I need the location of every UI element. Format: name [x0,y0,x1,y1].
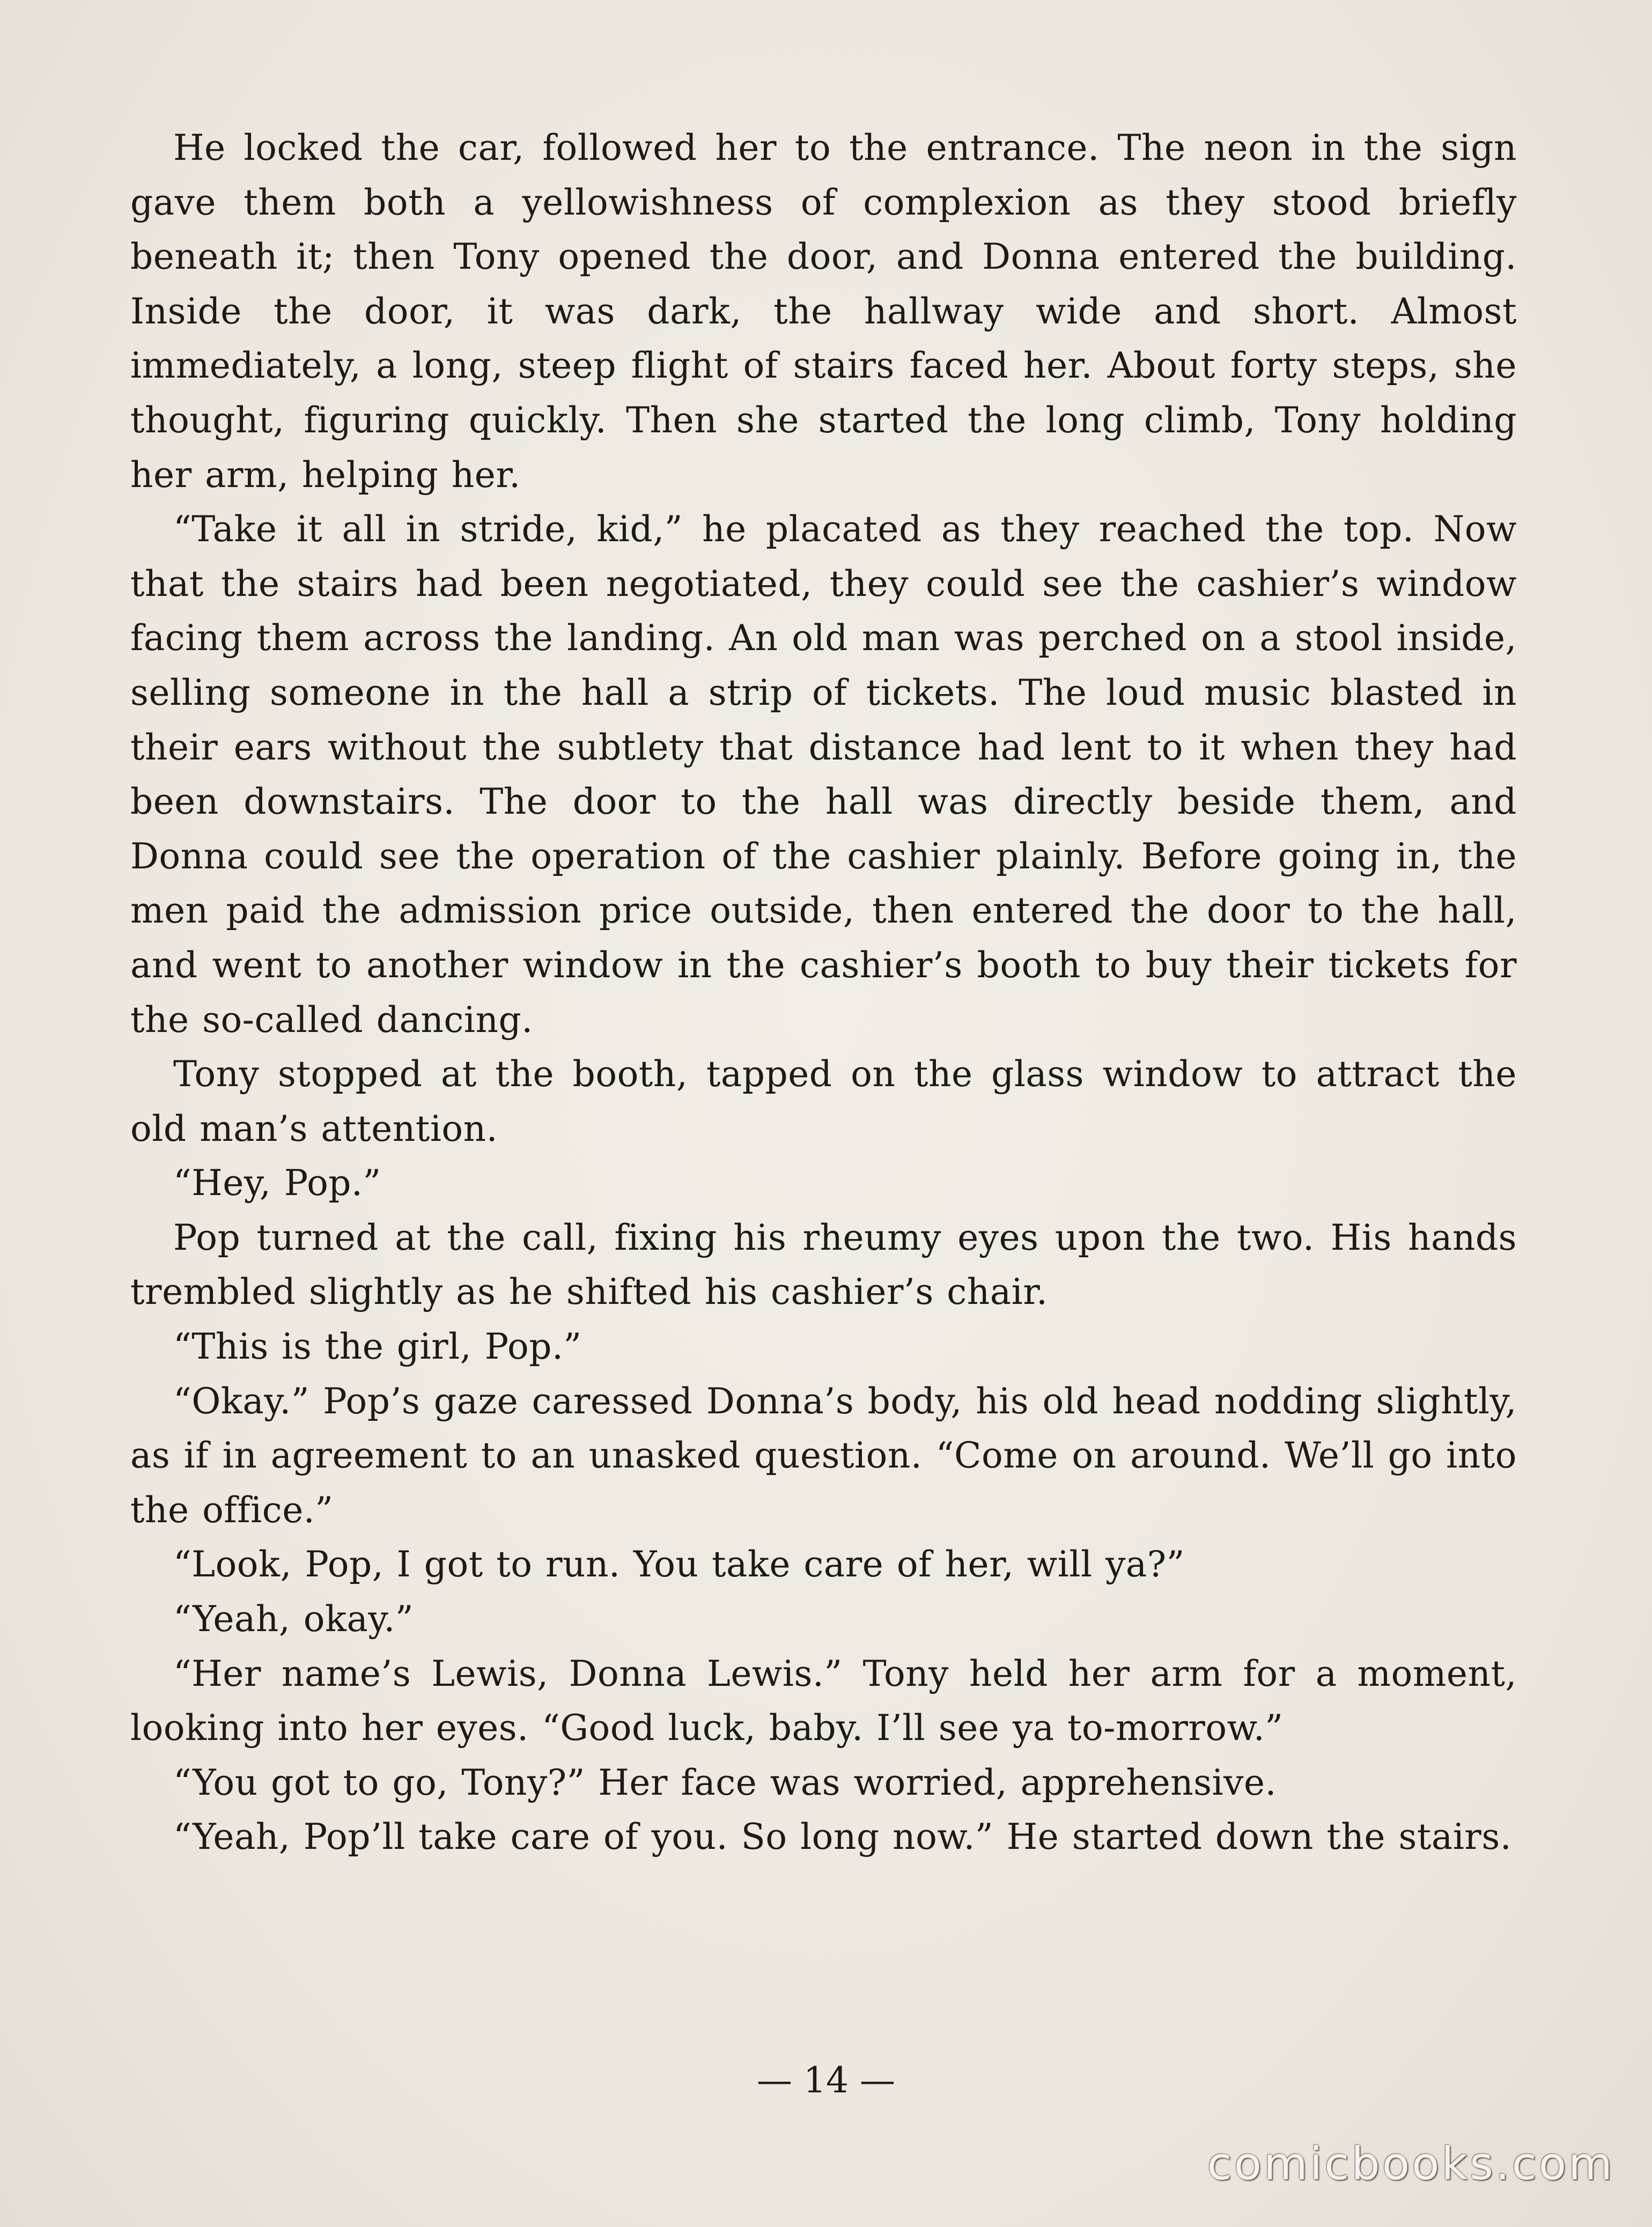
paragraph: “Look, Pop, I got to run. You take care of her, will ya?” [173,1544,1185,1586]
watermark: comicbooks.com [1207,2137,1614,2190]
paragraph: Tony stopped at the booth, tapped on the glass window to attract the old man’s attention. [130,1053,1517,1149]
body-text [130,121,1517,1864]
paragraph: “Yeah, okay.” [173,1598,414,1640]
paragraph: “Her name’s Lewis, Donna Lewis.” Tony held her arm for a moment, looking into her eyes. “Good luck, baby. I’ll see ya to-morrow.” [130,1653,1517,1749]
paragraph: “Take it all in stride, kid,” he placated as they reached the top. Now that the stairs had been negotiated, they could see the cashier’s window facing them across the landing. An old man was perched on a stool inside, selling someone in the hall a strip of tickets. The loud music blasted in their ears without the subtlety that distance had lent to it when they had been downstairs. The door to the hall was directly beside them, and Donna could see the operation of the cashier plainly. Before going in, the men paid the admission price outside, then entered the door to the hall, and went to another window in the cashier’s booth to buy their tickets for the so-called dancing. [130,508,1517,1041]
paragraph: “You got to go, Tony?” Her face was worried, apprehensive. [173,1761,1277,1803]
paragraph: “Hey, Pop.” [173,1162,381,1204]
paragraph: “Okay.” Pop’s gaze caressed Donna’s body, his old head nodding slightly, as if in agreement to an unasked question. “Come on around. We’ll go into the office.” [130,1380,1517,1531]
page-number: — 14 — [757,2060,895,2101]
paragraph: “Yeah, Pop’ll take care of you. So long now.” He started down the stairs. [173,1816,1512,1858]
paragraph: He locked the car, followed her to the entrance. The neon in the sign gave them both a yellowishness of complexion as they stood briefly beneath it; then Tony opened the door, and Donna entered the building. Inside the door, it was dark, the hallway wide and short. Almost immediately, a long, steep flight of stairs faced her. About forty steps, she thought, figuring quickly. Then she started the long climb, Tony holding her arm, helping her. [130,127,1517,496]
paragraph: “This is the girl, Pop.” [173,1326,582,1368]
paragraph: Pop turned at the call, fixing his rheumy eyes upon the two. His hands trembled slightly as he shifted his cashier’s chair. [130,1216,1517,1313]
